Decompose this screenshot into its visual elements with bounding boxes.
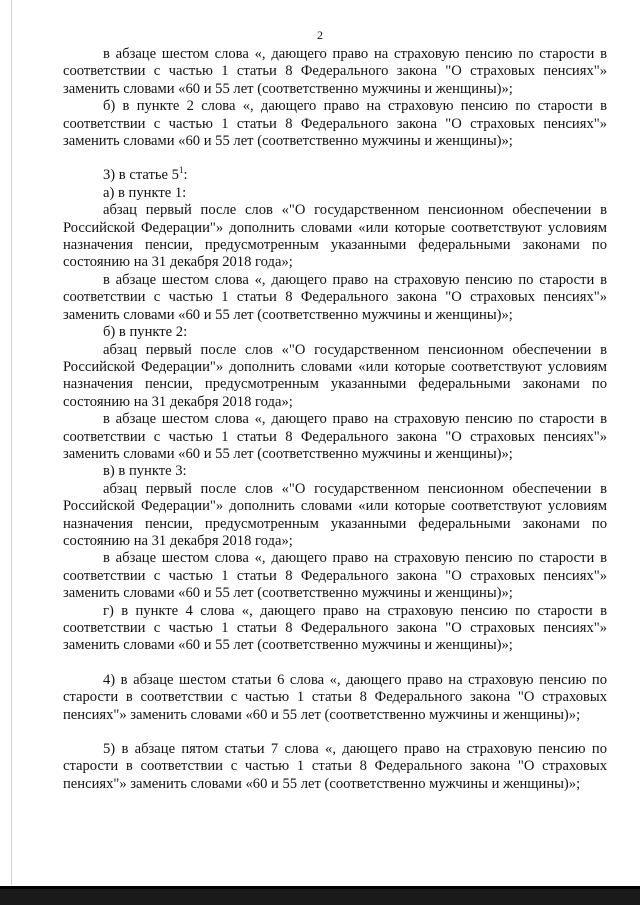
paragraph-1: в абзаце шестом слова «, дающего право на страховую пенсию по старости в соответствии с частью 1 статьи 8 Федерального закона "О страховых пенсиях"» заменить словами «60 и 55 лет (соответственно мужчины и женщины)»; bbox=[63, 46, 607, 97]
subitem-b-heading: б) в пункте 2: bbox=[103, 324, 188, 341]
paragraph-v-1: абзац первый после слов «"О государственном пенсионном обеспечении в Российской Федерации"» дополнить словами «или которые соответствуют условиям назначения пенсии, предусмотренным указанными федеральными законами по состоянию на 31 декабря 2018 года»; bbox=[63, 480, 607, 549]
paragraph-gap bbox=[63, 724, 607, 741]
paragraph-item-4: 4) в абзаце шестом статьи 6 слова «, дающего право на страховую пенсию по старости в соответствии с частью 1 статьи 8 Федерального закона "О страховых пенсиях"» заменить словами «60 и 55 лет (соответственно мужчины и женщины)»; bbox=[63, 671, 607, 723]
paragraph-gap bbox=[63, 150, 607, 167]
paragraph-b-2: в абзаце шестом слова «, дающего право на страховую пенсию по старости в соответствии с частью 1 статьи 8 Федерального закона "О страховых пенсиях"» заменить словами «60 и 55 лет (соответственно мужчины и женщины)»; bbox=[63, 411, 607, 462]
scan-bottom-edge bbox=[0, 886, 640, 905]
paragraph-g: г) в пункте 4 слова «, дающего право на страховую пенсию по старости в соответствии с частью 1 статьи 8 Федерального закона "О страховых пенсиях"» заменить словами «60 и 55 лет (соответственно мужчины и женщины)»; bbox=[63, 602, 607, 654]
paragraph-2: б) в пункте 2 слова «, дающего право на страховую пенсию по старости в соответствии с частью 1 статьи 8 Федерального закона "О страховых пенсиях"» заменить словами «60 и 55 лет (соответственно мужчины и женщины)»; bbox=[63, 98, 607, 150]
page-number: 2 bbox=[317, 28, 323, 42]
subitem-a-heading: а) в пункте 1: bbox=[103, 184, 187, 201]
paragraph-v-2: в абзаце шестом слова «, дающего право на страховую пенсию по старости в соответствии с частью 1 статьи 8 Федерального закона "О страховых пенсиях"» заменить словами «60 и 55 лет (соответственно мужчины и женщины)»; bbox=[63, 550, 607, 602]
document-body bbox=[63, 46, 607, 793]
paragraph-b-1: абзац первый после слов «"О государственном пенсионном обеспечении в Российской Федерации"» дополнить словами «или которые соответствуют условиям назначения пенсии, предусмотренным указанными федеральными законами по состоянию на 31 декабря 2018 года»; bbox=[63, 341, 607, 410]
article-heading-superscript: 1 bbox=[178, 165, 184, 176]
paragraph-item-5: 5) в абзаце пятом статьи 7 слова «, дающего право на страховую пенсию по старости в соответствии с частью 1 статьи 8 Федерального закона "О страховых пенсиях"» заменить словами «60 и 55 лет (соответственно мужчины и женщины)»; bbox=[63, 741, 607, 792]
paragraph-gap bbox=[63, 655, 607, 672]
article-heading-prefix: 3) в статье 5 bbox=[103, 167, 179, 184]
article-heading bbox=[63, 167, 607, 184]
paragraph-a-1: абзац первый после слов «"О государственном пенсионном обеспечении в Российской Федерации"» дополнить словами «или которые соответствуют условиям назначения пенсии, предусмотренным указанными федеральными законами по состоянию на 31 декабря 2018 года»; bbox=[63, 202, 607, 271]
article-heading-suffix: : bbox=[183, 167, 188, 184]
scan-left-edge bbox=[11, 0, 12, 885]
paragraph-a-2: в абзаце шестом слова «, дающего право на страховую пенсию по старости в соответствии с частью 1 статьи 8 Федерального закона "О страховых пенсиях"» заменить словами «60 и 55 лет (соответственно мужчины и женщины)»; bbox=[63, 271, 607, 323]
subitem-v-heading: в) в пункте 3: bbox=[103, 463, 187, 480]
